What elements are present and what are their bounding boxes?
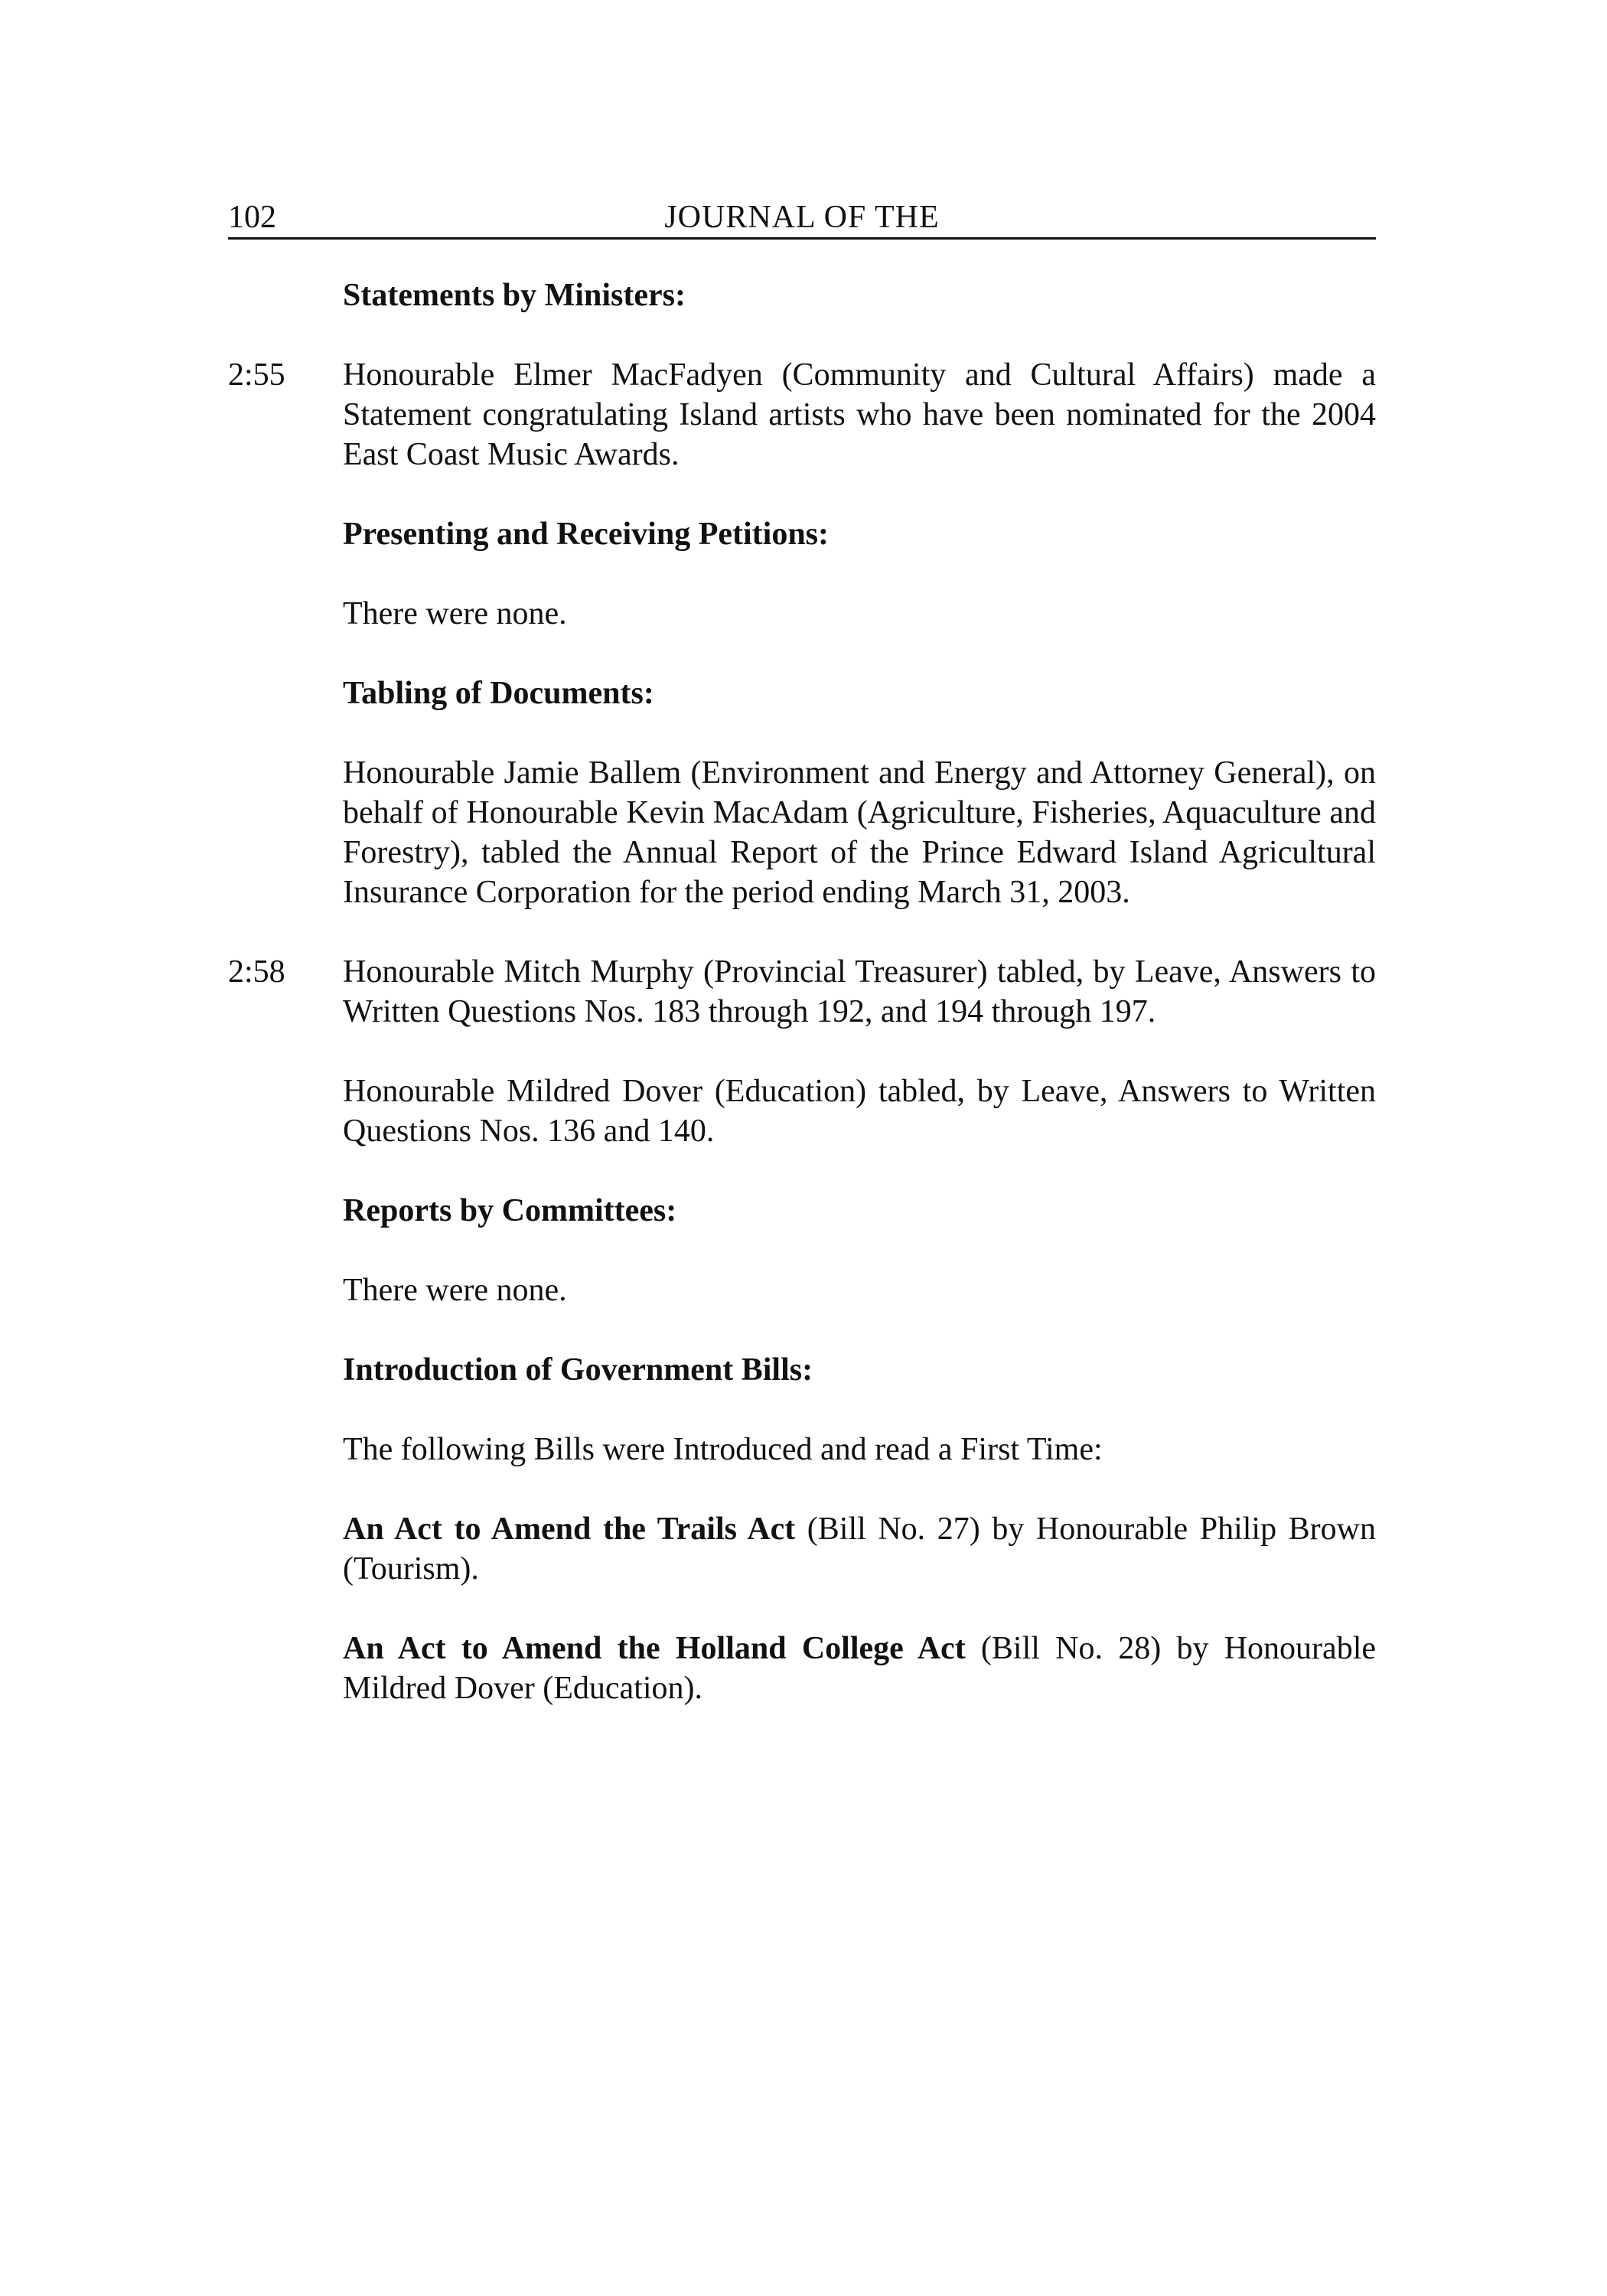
bill-title: An Act to Amend the Trails Act <box>343 1512 796 1547</box>
petitions-heading: Presenting and Receiving Petitions: <box>343 517 830 552</box>
section-heading-row <box>228 673 1376 713</box>
tabling-entry-2 <box>228 952 1376 1032</box>
bill-entry <box>228 1509 1376 1589</box>
section-heading-row <box>228 514 1376 554</box>
section-heading-row <box>228 1191 1376 1231</box>
journal-body <box>228 276 1376 1748</box>
gov-bills-heading: Introduction of Government Bills: <box>343 1352 813 1388</box>
petitions-text: There were none. <box>343 596 567 631</box>
tabling-text-3: Honourable Mildred Dover (Education) tabled, by Leave, Answers to Written Questions Nos. 136 and 140. <box>343 1074 1376 1149</box>
committees-heading: Reports by Committees: <box>343 1193 677 1228</box>
entry-time: 2:55 <box>228 357 285 393</box>
petitions-entry <box>228 594 1376 634</box>
statements-text: Honourable Elmer MacFadyen (Community and Cultural Affairs) made a Statement congratulating Island artists who have been nominated for the 2004 East Coast Music Awards. <box>343 357 1376 472</box>
committees-text: There were none. <box>343 1273 567 1308</box>
bill-text <box>343 1509 1376 1589</box>
section-heading-row <box>228 276 1376 315</box>
tabling-entry-3 <box>228 1071 1376 1151</box>
bill-entry <box>228 1629 1376 1708</box>
bill-text <box>343 1629 1376 1708</box>
bill-detail: (Bill No. 27) by Honourable Philip Brown (Tourism). <box>343 1512 1376 1587</box>
gov-bills-intro-entry <box>228 1430 1376 1469</box>
tabling-text-2: Honourable Mitch Murphy (Provincial Treasurer) tabled, by Leave, Answers to Written Questions Nos. 183 through 192, and 194 through 197. <box>343 954 1376 1029</box>
gov-bills-intro: The following Bills were Introduced and read a First Time: <box>343 1432 1103 1467</box>
bill-title: An Act to Amend the Holland College Act <box>343 1631 966 1666</box>
section-heading-row <box>228 1350 1376 1390</box>
tabling-entry-1 <box>228 753 1376 912</box>
running-head: JOURNAL OF THE <box>664 200 940 235</box>
tabling-heading: Tabling of Documents: <box>343 676 654 711</box>
entry-time: 2:58 <box>228 954 285 990</box>
statements-heading: Statements by Ministers: <box>343 278 686 313</box>
page-number: 102 <box>228 200 276 235</box>
page-header <box>228 197 1376 240</box>
statements-entry <box>228 355 1376 475</box>
tabling-text-1: Honourable Jamie Ballem (Environment and Energy and Attorney General), on behalf of Honourable Kevin MacAdam (Agriculture, Fisheries, Aquaculture and Forestry), tabled the Annual Report of the Prince Edward Island Agricultural Insurance Corporation for the period ending March 31, 2003. <box>343 755 1376 910</box>
committees-entry <box>228 1270 1376 1310</box>
bill-detail: (Bill No. 28) by Honourable Mildred Dover (Education). <box>343 1631 1376 1706</box>
